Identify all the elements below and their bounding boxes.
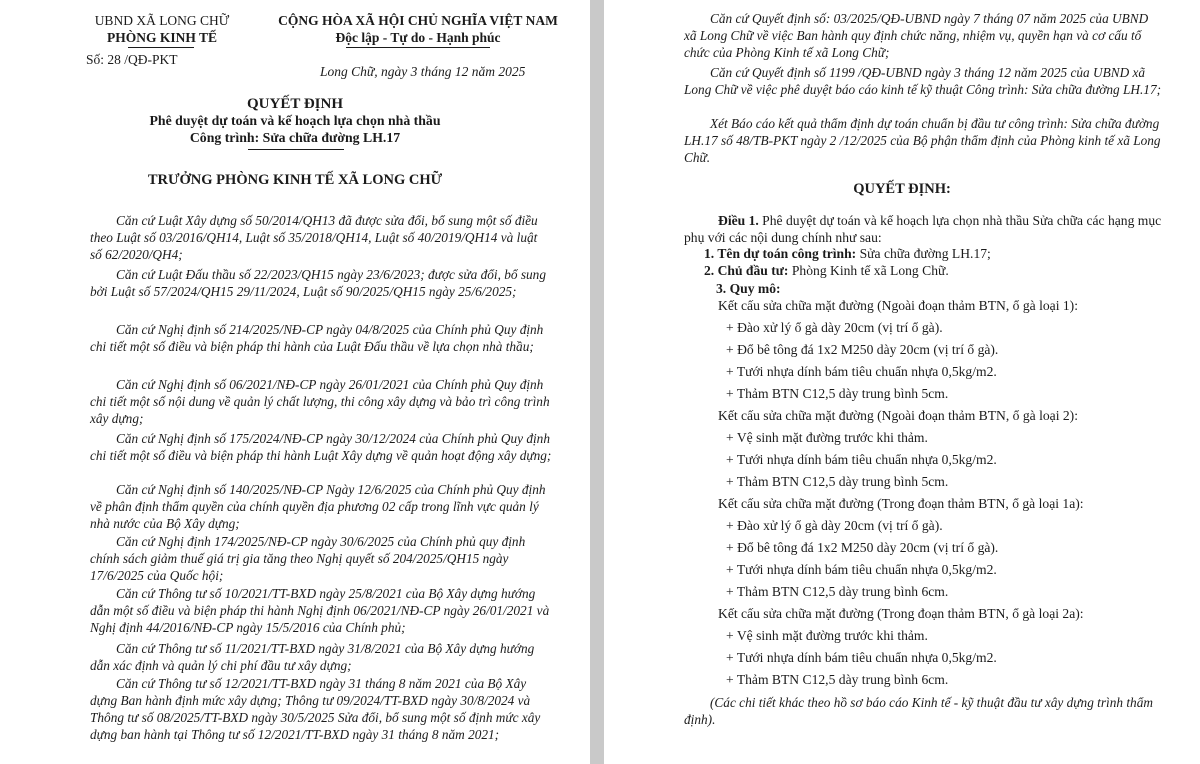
subject-line-2: Công trình: Sửa chữa đường LH.17 (189, 130, 401, 145)
item-investor-value: Phòng Kinh tế xã Long Chữ. (788, 263, 949, 278)
scope-line: + Vệ sinh mặt đường trước khi thảm. (726, 628, 928, 643)
scope-line: + Đào xử lý ổ gà dày 20cm (vị trí ổ gà). (726, 320, 943, 335)
item-project-name-label: 1. Tên dự toán công trình: (704, 246, 857, 261)
review-basis: Xét Báo cáo kết quả thẩm định dự toán chuẩn bị đầu tư công trình: Sửa chữa đường LH.17 số 48/TB-PKT ngày 2 /12/2025 của Bộ phận thẩm định của Phòng kinh tế xã Long Chữ. (684, 116, 1161, 165)
legal-basis-10: Căn cứ Thông tư số 12/2021/TT-BXD ngày 31 tháng 8 năm 2021 của Bộ Xây dựng Ban hành định mức xây dựng; Thông tư 09/2024/TT-BXD ngày 30/8/2024 và Thông tư số 08/2025/TT-BXD ngày 30/5/2025 Sửa đổi, bổ sung một số định mức xây dựng ban hành tại Thông tư số 12/2021/TT-BXD ngày 31 tháng 8 năm 2021; (90, 676, 541, 742)
place-date: Long Chữ, ngày 3 tháng 12 năm 2025 (320, 64, 526, 79)
item-investor (704, 263, 949, 279)
scope-line: + Thảm BTN C12,5 dày trung bình 5cm. (726, 386, 949, 401)
legal-basis-11: Căn cứ Quyết định số: 03/2025/QĐ-UBND ngày 7 tháng 07 năm 2025 của UBND xã Long Chữ về việc Ban hành quy định chức năng, nhiệm vụ, quyền hạn và cơ cấu tổ chức của Phòng Kinh tế xã Long Chữ; (684, 11, 1149, 60)
issuing-authority: TRƯỞNG PHÒNG KINH TẾ XÃ LONG CHỮ (147, 172, 443, 188)
scope-line: Kết cấu sửa chữa mặt đường (Trong đoạn thảm BTN, ổ gà loại 1a): (718, 496, 1084, 511)
motto-underline (346, 47, 490, 48)
legal-basis-12: Căn cứ Quyết định số 1199 /QĐ-UBND ngày 3 tháng 12 năm 2025 của UBND xã Long Chữ về việc phê duyệt báo cáo kinh tế kỹ thuật Công trình: Sửa chữa đường LH.17; (684, 65, 1162, 97)
scope-line: Kết cấu sửa chữa mặt đường (Trong đoạn thảm BTN, ổ gà loại 2a): (718, 606, 1084, 621)
legal-basis-3: Căn cứ Nghị định số 214/2025/NĐ-CP ngày 04/8/2025 của Chính phủ Quy định chi tiết một số điều và biện pháp thi hành của Luật Đấu thầu về lựa chọn nhà thầu; (90, 322, 544, 354)
document-number: Số: 28 /QĐ-PKT (86, 52, 178, 67)
legal-basis-1: Căn cứ Luật Xây dựng số 50/2014/QH13 đã được sửa đổi, bổ sung một số điều theo Luật số 03/2016/QH14, Luật số 35/2018/QH14, Luật số 40/2019/QH14 và luật số 62/2020/QH4; (90, 213, 538, 262)
item-project-name (704, 246, 991, 262)
item-scope-label: 3. Quy mô: (716, 281, 781, 296)
subject-underline (248, 149, 344, 150)
legal-basis-8: Căn cứ Thông tư số 10/2021/TT-BXD ngày 25/8/2021 của Bộ Xây dựng hướng dẫn một số điều và biện pháp thi hành Nghị định 06/2021/NĐ-CP ngày 26/01/2021 và Nghị định 44/2016/NĐ-CP ngày 15/5/2016 của Chính phủ; (90, 586, 550, 635)
closing-note: (Các chi tiết khác theo hồ sơ báo cáo Kinh tế - kỹ thuật đầu tư xây dựng trình thẩm định). (684, 695, 1153, 727)
scope-line: + Tưới nhựa dính bám tiêu chuẩn nhựa 0,5kg/m2. (726, 562, 997, 577)
national-header (268, 12, 568, 46)
scope-line: + Tưới nhựa dính bám tiêu chuẩn nhựa 0,5kg/m2. (726, 452, 997, 467)
article-1-label: Điều 1. (718, 213, 759, 228)
decision-heading: QUYẾT ĐỊNH: (853, 181, 951, 197)
legal-basis-5: Căn cứ Nghị định số 175/2024/NĐ-CP ngày 30/12/2024 của Chính phủ Quy định chi tiết một số điều và biện pháp thi hành Luật Xây dựng về quản hoạt động xây dựng; (90, 431, 552, 463)
legal-basis-2: Căn cứ Luật Đấu thầu số 22/2023/QH15 ngày 23/6/2023; được sửa đổi, bổ sung bởi Luật số 57/2024/QH15 29/11/2024, Luật số 90/2025/QH15 ngày 25/6/2025; (90, 267, 546, 299)
article-1-text: Phê duyệt dự toán và kế hoạch lựa chọn nhà thầu Sửa chữa các hạng mục phụ với các nội dung chính như sau: (684, 213, 1162, 245)
scope-line: + Đổ bê tông đá 1x2 M250 dày 20cm (vị trí ổ gà). (726, 342, 999, 357)
legal-basis-6: Căn cứ Nghị định số 140/2025/NĐ-CP Ngày 12/6/2025 của Chính phủ Quy định về phân định thẩm quyền của chính quyền địa phương 02 cấp trong lĩnh vực quản lý nhà nước của Bộ Xây dựng; (90, 482, 546, 531)
article-1 (684, 212, 1164, 246)
scope-line: + Vệ sinh mặt đường trước khi thảm. (726, 430, 928, 445)
scope-line: + Tưới nhựa dính bám tiêu chuẩn nhựa 0,5kg/m2. (726, 650, 997, 665)
nation-name: CỘNG HÒA XÃ HỘI CHỦ NGHĨA VIỆT NAM (278, 13, 558, 28)
subject-line-1: Phê duyệt dự toán và kế hoạch lựa chọn nhà thầu (149, 113, 441, 128)
document-page-right (604, 0, 1200, 764)
issuing-agency (62, 12, 262, 46)
scope-line: + Tưới nhựa dính bám tiêu chuẩn nhựa 0,5kg/m2. (726, 364, 997, 379)
legal-basis-7: Căn cứ Nghị định 174/2025/NĐ-CP ngày 30/6/2025 của Chính phủ quy định chính sách giảm thuế giá trị gia tăng theo Nghị quyết số 204/2025/QH15 ngày 17/6/2025 của Quốc hội; (90, 534, 526, 583)
document-type: QUYẾT ĐỊNH (247, 96, 343, 112)
item-project-name-value: Sửa chữa đường LH.17; (856, 246, 991, 261)
scope-line: + Đào xử lý ổ gà dày 20cm (vị trí ổ gà). (726, 518, 943, 533)
scope-line: + Thảm BTN C12,5 dày trung bình 5cm. (726, 474, 949, 489)
document-page-left (0, 0, 590, 764)
scope-line: Kết cấu sửa chữa mặt đường (Ngoài đoạn thảm BTN, ổ gà loại 1): (718, 298, 1078, 313)
scope-line: + Đổ bê tông đá 1x2 M250 dày 20cm (vị trí ổ gà). (726, 540, 999, 555)
scope-line: + Thảm BTN C12,5 dày trung bình 6cm. (726, 584, 949, 599)
agency-parent: UBND XÃ LONG CHỮ (94, 13, 230, 28)
legal-basis-9: Căn cứ Thông tư số 11/2021/TT-BXD ngày 31/8/2021 của Bộ Xây dựng hướng dẫn xác định và quản lý chi phí đầu tư xây dựng; (90, 641, 535, 673)
agency-name: PHÒNG KINH TẾ (106, 30, 218, 45)
national-motto: Độc lập - Tự do - Hạnh phúc (335, 30, 501, 45)
legal-basis-4: Căn cứ Nghị định số 06/2021/NĐ-CP ngày 26/01/2021 của Chính phủ Quy định chi tiết một số nội dung về quản lý chất lượng, thi công xây dựng và bảo trì công trình xây dựng; (90, 377, 550, 426)
scope-line: + Thảm BTN C12,5 dày trung bình 6cm. (726, 672, 949, 687)
scope-line: Kết cấu sửa chữa mặt đường (Ngoài đoạn thảm BTN, ổ gà loại 2): (718, 408, 1078, 423)
item-investor-label: 2. Chủ đầu tư: (704, 263, 789, 278)
agency-underline (128, 47, 194, 48)
